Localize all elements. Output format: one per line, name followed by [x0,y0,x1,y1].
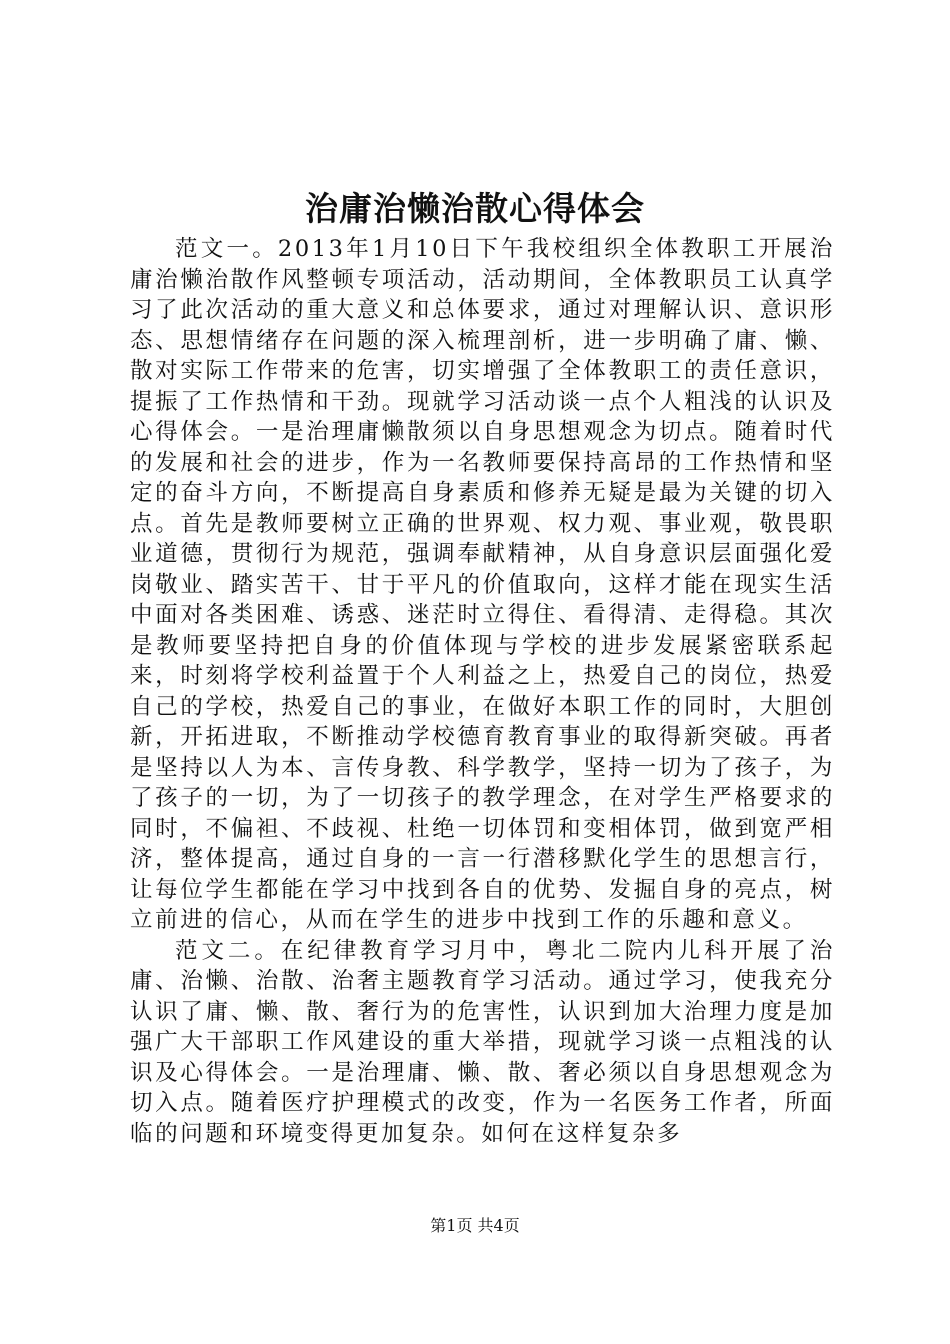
document-body [130,234,835,1149]
document-title: 治庸治懒治散心得体会 [305,189,645,228]
paragraph-1: 范文一。2013年1月10日下午我校组织全体教职工开展治庸治懒治散作风整顿专项活动，活动期间，全体教职员工认真学习了此次活动的重大意义和总体要求，通过对理解认识、意识形态、思想情绪存在问题的深入梳理剖析，进一步明确了庸、懒、散对实际工作带来的危害，切实增强了全体教职工的责任意识，提振了工作热情和干劲。现就学习活动谈一点个人粗浅的认识及心得体会。一是治理庸懒散须以自身思想观念为切点。随着时代的发展和社会的进步，作为一名教师要保持高昂的工作热情和坚定的奋斗方向，不断提高自身素质和修养无疑是最为关键的切入点。首先是教师要树立正确的世界观、权力观、事业观，敬畏职业道德，贯彻行为规范，强调奉献精神，从自身意识层面强化爱岗敬业、踏实苦干、甘于平凡的价值取向，这样才能在现实生活中面对各类困难、诱惑、迷茫时立得住、看得清、走得稳。其次是教师要坚持把自身的价值体现与学校的进步发展紧密联系起来，时刻将学校利益置于个人利益之上，热爱自己的岗位，热爱自己的学校，热爱自己的事业，在做好本职工作的同时，大胆创新，开拓进取，不断推动学校德育教育事业的取得新突破。再者是坚持以人为本、言传身教、科学教学，坚持一切为了孩子，为了孩子的一切，为了一切孩子的教学理念，在对学生严格要求的同时，不偏袒、不歧视、杜绝一切体罚和变相体罚，做到宽严相济，整体提高，通过自身的一言一行潜移默化学生的思想言行，让每位学生都能在学习中找到各自的优势、发掘自身的亮点，树立前进的信心，从而在学生的进步中找到工作的乐趣和意义。 [130,236,835,933]
page-footer: 第1页 共4页 [430,1216,520,1235]
paragraph-2: 范文二。在纪律教育学习月中，粤北二院内儿科开展了治庸、治懒、治散、治奢主题教育学习活动。通过学习，使我充分认识了庸、懒、散、奢行为的危害性，认识到加大治理力度是加强广大干部职工作风建设的重大举措，现就学习谈一点粗浅的认识及心得体会。一是治理庸、懒、散、奢必须以自身思想观念为切入点。随着医疗护理模式的改变，作为一名医务工作者，所面临的问题和环境变得更加复杂。如何在这样复杂多 [130,937,835,1147]
